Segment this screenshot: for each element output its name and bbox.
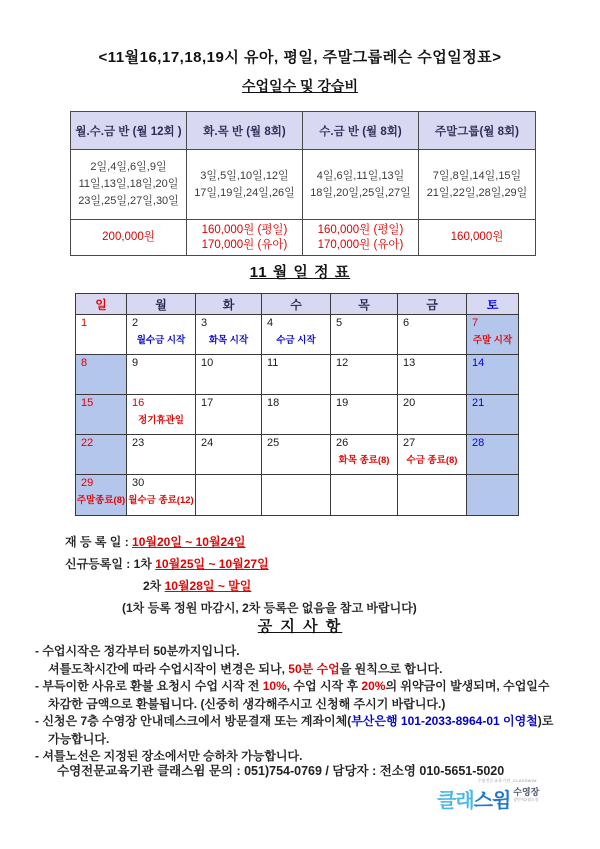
logo-wordmark-light: 클래 <box>437 790 474 812</box>
calendar-day-note: 월수금 종료(12) <box>128 495 194 506</box>
fee-header-cell <box>71 112 187 150</box>
calendar-day-number: 12 <box>336 357 349 369</box>
calendar-day-cell <box>398 355 467 395</box>
calendar-weekday-header: 목 <box>331 294 398 315</box>
calendar-day-cell <box>467 435 518 475</box>
calendar-day-number: 30 <box>132 477 145 489</box>
text-segment: 재 등 록 일 : <box>65 535 133 549</box>
calendar-day-cell <box>398 435 467 475</box>
calendar-day-cell <box>196 355 262 395</box>
text-segment: 10% <box>262 679 287 693</box>
calendar-day-cell <box>331 475 398 515</box>
new-enrollment-second-line <box>65 575 417 597</box>
calendar-day-number: 19 <box>336 397 349 409</box>
page-title: <11월16,17,18,19시 유아, 평일, 주말그룹레슨 수업일정표> <box>98 49 502 66</box>
calendar-day-note: 주말종료(8) <box>76 495 126 506</box>
calendar-day-cell <box>76 475 127 515</box>
fee-header-line: 주말그룹(월 8회) <box>435 125 519 138</box>
calendar-grid <box>75 293 519 516</box>
calendar-day-note: 화목 시작 <box>208 335 249 346</box>
calendar-day-number: 18 <box>267 397 280 409</box>
calendar-day-number <box>467 475 518 477</box>
calendar-day-cell <box>262 435 331 475</box>
calendar-day-number: 20 <box>403 397 416 409</box>
notice-line <box>35 678 580 696</box>
calendar-weekday-header: 화 <box>196 294 262 315</box>
calendar-day-number <box>196 475 261 477</box>
classwim-logo <box>437 778 577 813</box>
calendar-day-number: 4 <box>267 317 274 329</box>
calendar-day-number: 1 <box>81 317 88 329</box>
notice-title: 공 지 사 항 <box>257 618 343 635</box>
calendar-day-cell <box>196 475 262 515</box>
fee-price-line: 160,000원 <box>450 231 504 243</box>
fee-dates-line: 3일,5일,10일,12일 <box>200 169 289 182</box>
fee-price-line: 170,000원 (유아) <box>201 238 288 251</box>
fee-price-cell <box>419 220 535 255</box>
logo-wordmark-dark: 스윔 <box>473 790 511 812</box>
fee-dates-cell <box>303 150 419 220</box>
calendar-day-cell <box>127 435 196 475</box>
notice-list <box>35 643 580 766</box>
calendar-day-number: 13 <box>403 357 416 369</box>
calendar-day-cell <box>262 315 331 355</box>
calendar-day-cell <box>127 355 196 395</box>
calendar-weekday-header: 토 <box>467 294 518 315</box>
calendar-day-number <box>262 475 330 477</box>
calendar-day-cell <box>262 395 331 435</box>
fee-dates-line: 11일,13일,18일,20일 <box>78 178 179 190</box>
calendar-day-note: 정기휴관일 <box>138 415 184 426</box>
calendar-day-cell <box>76 315 127 355</box>
calendar-day-number: 29 <box>81 477 94 489</box>
text-segment: 신규등록일 : 1차 <box>65 557 156 571</box>
fee-dates-cell <box>71 150 187 220</box>
text-segment: )로 <box>537 714 554 728</box>
calendar-day-cell <box>127 395 196 435</box>
calendar-day-note: 주말 시작 <box>472 335 513 346</box>
calendar-day-cell <box>196 395 262 435</box>
calendar-day-number: 5 <box>336 317 343 329</box>
fee-table <box>70 111 536 256</box>
text-segment: 의 위약금이 발생되며, 수업일수 <box>385 679 550 693</box>
calendar-day-cell <box>76 355 127 395</box>
logo-wordmark <box>437 784 577 813</box>
calendar-day-number: 26 <box>336 437 349 449</box>
fee-price-line: 200,000원 <box>102 231 155 243</box>
calendar-day-cell <box>467 315 518 355</box>
fee-header-line: 화.목 반 (월 8회) <box>203 125 286 138</box>
calendar-day-number: 2 <box>132 317 139 329</box>
calendar-day-cell <box>398 395 467 435</box>
fee-dates-line: 4일,6일,11일,13일 <box>316 169 405 182</box>
calendar-weekday-header: 금 <box>398 294 467 315</box>
text-segment: (1차 등록 정원 마감시, 2차 등록은 없음을 참고 바랍니다) <box>122 601 417 615</box>
fee-price-line: 160,000원 (평일) <box>201 223 288 236</box>
calendar-day-number: 28 <box>472 437 485 449</box>
calendar-day-cell <box>467 355 518 395</box>
notice-line <box>35 713 580 731</box>
calendar-day-cell <box>76 435 127 475</box>
notice-line <box>35 643 580 661</box>
text-segment: - 신청은 7층 수영장 안내데스크에서 방문결재 또는 계좌이체( <box>35 714 352 728</box>
calendar-day-cell <box>331 315 398 355</box>
text-segment: 부산은행 101-2033-8964-01 이영철 <box>351 714 538 728</box>
notice-line <box>35 731 580 749</box>
page-subtitle: 수업일수 및 강습비 <box>242 78 358 94</box>
calendar-day-cell <box>196 435 262 475</box>
fee-header-line: 수.금 반 (월 8회) <box>319 125 402 138</box>
fee-price-cell <box>303 220 419 255</box>
calendar-day-number: 9 <box>132 357 139 369</box>
text-segment: - 수업시작은 정각부터 50분까지입니다. <box>35 644 240 658</box>
calendar-weekday-header: 월 <box>127 294 196 315</box>
new-enrollment-first-line <box>65 553 417 575</box>
text-segment: - 부득이한 사유로 환불 요청시 수업 시작 전 <box>35 679 263 693</box>
reenrollment-date-line <box>65 531 417 553</box>
fee-price-line: 170,000원 (유아) <box>317 238 404 251</box>
calendar-day-number: 14 <box>472 357 485 369</box>
fee-dates-line: 2일,4일,6일,9일 <box>90 161 167 173</box>
footer-contact: 수영전문교육기관 클래스윔 문의 : 051)754-0769 / 담당자 : 전소영 010-5651-5020 <box>57 764 505 778</box>
calendar-day-number: 8 <box>81 357 88 369</box>
calendar-day-cell <box>331 355 398 395</box>
fee-header-line: 월.수.금 반 (월 12회 ) <box>75 125 182 138</box>
calendar-day-cell <box>262 475 331 515</box>
calendar-day-number: 7 <box>472 317 479 329</box>
text-segment: 가능합니다. <box>48 731 110 746</box>
calendar-day-number: 24 <box>201 437 214 449</box>
calendar-day-cell <box>467 475 518 515</box>
calendar-day-number: 27 <box>403 437 416 449</box>
fee-price-cell <box>71 220 187 255</box>
fee-dates-line: 23일,25일,27일,30일 <box>78 195 179 207</box>
fee-dates-line: 21일,22일,28일,29일 <box>426 186 528 199</box>
calendar-weekday-header: 수 <box>262 294 331 315</box>
logo-side-sublabel: 광안역2월드점 <box>513 797 539 802</box>
fee-header-cell <box>419 112 535 150</box>
text-segment: 셔틀도착시간에 따라 수업시작이 변경은 되나, <box>48 661 289 676</box>
calendar-day-number <box>398 475 466 477</box>
text-segment: 10월25일 ~ 10월27일 <box>155 557 269 571</box>
fee-dates-cell <box>187 150 303 220</box>
fee-price-cell <box>187 220 303 255</box>
fee-price-line: 160,000원 (평일) <box>317 223 404 236</box>
calendar-day-cell <box>262 355 331 395</box>
text-segment: 10월20일 ~ 10월24일 <box>132 535 246 549</box>
fee-dates-line: 17일,19일,24일,26일 <box>194 186 295 199</box>
calendar-day-cell <box>127 475 196 515</box>
calendar-day-number: 23 <box>132 437 145 449</box>
logo-side-label: 수영장 <box>513 787 540 797</box>
calendar-day-note: 수금 종료(8) <box>406 455 458 466</box>
calendar-day-number: 22 <box>81 437 94 449</box>
calendar-day-number: 16 <box>132 397 145 409</box>
calendar-day-cell <box>127 315 196 355</box>
logo-side-text <box>513 784 539 803</box>
calendar-day-number: 25 <box>267 437 280 449</box>
calendar-day-number: 15 <box>81 397 94 409</box>
fee-header-cell <box>303 112 419 150</box>
text-segment: 10월28일 ~ 말일 <box>164 579 252 593</box>
calendar-day-number: 11 <box>267 357 279 369</box>
calendar-day-note: 월수금 시작 <box>136 335 186 346</box>
text-segment: - 셔틀노선은 지정된 장소에서만 승하차 가능합니다. <box>35 749 303 763</box>
calendar-day-cell <box>398 475 467 515</box>
calendar-title: 11 월 일 정 표 <box>249 264 351 281</box>
calendar-day-cell <box>331 435 398 475</box>
logo-tagline: 수영전문교육기관_CLASSWIM <box>477 778 537 783</box>
fee-dates-cell <box>419 150 535 220</box>
calendar-day-note: 수금 시작 <box>276 335 316 346</box>
text-segment: 2차 <box>143 579 165 593</box>
notice-line <box>35 696 580 714</box>
fee-dates-line: 18일,20일,25일,27일 <box>310 186 411 199</box>
calendar-day-number: 6 <box>403 317 410 329</box>
text-segment: 차감한 금액으로 환불됩니다. (신중히 생각해주시고 신청해 주시기 바랍니다.) <box>48 696 446 711</box>
calendar-day-cell <box>331 395 398 435</box>
calendar-weekday-header: 일 <box>76 294 127 315</box>
registration-section <box>65 531 417 619</box>
text-segment: 20% <box>361 679 386 693</box>
calendar-day-cell <box>76 395 127 435</box>
calendar-day-number: 10 <box>201 357 214 369</box>
fee-header-cell <box>187 112 303 150</box>
calendar-day-number <box>331 475 397 477</box>
text-segment: 을 원칙으로 합니다. <box>339 661 443 676</box>
text-segment: 50분 수업 <box>288 661 340 676</box>
text-segment: , 수업 시작 후 <box>286 679 362 693</box>
calendar-day-number: 21 <box>472 397 485 409</box>
calendar-day-note: 화목 종료(8) <box>338 455 390 466</box>
calendar-day-cell <box>467 395 518 435</box>
calendar-day-cell <box>196 315 262 355</box>
calendar-day-cell <box>398 315 467 355</box>
calendar-day-number: 17 <box>201 397 214 409</box>
notice-line <box>35 661 580 679</box>
fee-dates-line: 7일,8일,14일,15일 <box>432 169 522 182</box>
calendar-day-number: 3 <box>201 317 208 329</box>
